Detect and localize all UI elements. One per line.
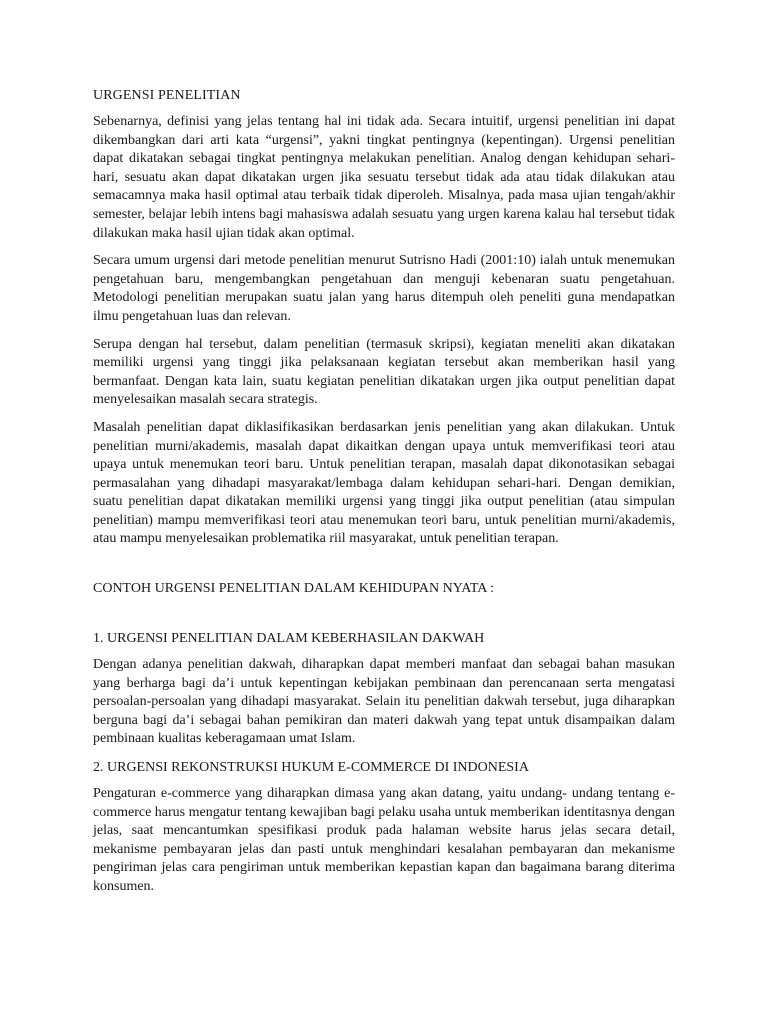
example-title-ecommerce: 2. URGENSI REKONSTRUKSI HUKUM E-COMMERCE DI INDONESIA xyxy=(93,760,529,776)
example-text-ecommerce: Pengaturan e-commerce yang diharapkan dimasa yang akan datang, yaitu undang- undang tentang e-commerce harus mengatur tentang kewajiban bagi pelaku usaha untuk memberikan identitasnya dengan jelas, saat mencantumkan spesifikasi produk pada halaman website harus jelas secara detail, mekanisme pembayaran jelas dan pasti untuk menghindari kesalahan pembayaran dan mekanisme pengiriman jelas cara pengiriman untuk memberikan kepastian kapan dan bagaimana barang diterima konsumen. xyxy=(93,786,675,894)
paragraph-classification: Masalah penelitian dapat diklasifikasikan berdasarkan jenis penelitian yang akan dilakukan. Untuk penelitian murni/akademis, masalah dapat dikaitkan dengan upaya untuk memverifikasi teori atau upaya untuk menemukan teori baru. Untuk penelitian terapan, masalah dapat dikonotasikan sebagai permasalahan yang dihadapi masyarakat/lembaga dalam kehidupan sehari-hari. Dengan demikian, suatu penelitian dapat dikatakan memiliki urgensi yang tinggi jika output penelitian (atau simpulan penelitian) mampu memverifikasi teori atau menemukan teori baru, untuk penelitian murni/akademis, atau mampu menyelesaikan problematika riil masyarakat, untuk penelitian terapan. xyxy=(93,419,675,547)
paragraph-definition: Sebenarnya, definisi yang jelas tentang hal ini tidak ada. Secara intuitif, urgensi penelitian ini dapat dikembangkan dari arti kata “urgensi”, yakni tingkat pentingnya (kepentingan). Urgensi penelitian dapat dikatakan sebagai tingkat pentingnya melakukan penelitian. Analog dengan kehidupan sehari-hari, sesuatu akan dapat dikatakan urgen jika sesuatu tersebut tidak ada atau tidak dilakukan atau semacamnya maka hasil optimal atau terbaik tidak diperoleh. Misalnya, pada masa ujian tengah/akhir semester, belajar lebih intens bagi mahasiswa adalah sesuatu yang urgen karena kalau hal tersebut tidak dilakukan maka hasil ujian tidak akan optimal. xyxy=(93,114,675,241)
example-title-dakwah: 1. URGENSI PENELITIAN DALAM KEBERHASILAN DAKWAH xyxy=(93,631,485,647)
document-heading: URGENSI PENELITIAN xyxy=(93,88,241,103)
paragraph-method: Secara umum urgensi dari metode penelitian menurut Sutrisno Hadi (2001:10) ialah untuk menemukan pengetahuan baru, mengembangkan pengetahuan dan menguji kebenaran suatu pengetahuan. Metodologi penelitian merupakan suatu jalan yang harus ditempuh oleh peneliti guna mendapatkan ilmu pengetahuan luas dan relevan. xyxy=(93,253,675,324)
document-body xyxy=(93,86,675,906)
example-text-dakwah: Dengan adanya penelitian dakwah, diharapkan dapat memberi manfaat dan sebagai bahan masukan yang berharga bagi da’i untuk kepentingan kebijakan pembinaan dan perencanaan serta mengatasi persoalan-persoalan yang dihadapi masyarakat. Selain itu penelitian dakwah tersebut, juga diharapkan berguna bagi da’i sebagai bahan pemikiran dan materi dakwah yang tepat untuk disampaikan dalam pembinaan kualitas keberagamaan umat Islam. xyxy=(93,657,675,747)
examples-title: CONTOH URGENSI PENELITIAN DALAM KEHIDUPAN NYATA : xyxy=(93,581,494,597)
paragraph-thesis: Serupa dengan hal tersebut, dalam penelitian (termasuk skripsi), kegiatan meneliti akan dikatakan memiliki urgensi yang tinggi jika pelaksanaan kegiatan tersebut akan memberikan hasil yang bermanfaat. Dengan kata lain, suatu kegiatan penelitian dikatakan urgen jika output penelitian dapat menyelesaikan masalah secara strategis. xyxy=(93,336,675,408)
